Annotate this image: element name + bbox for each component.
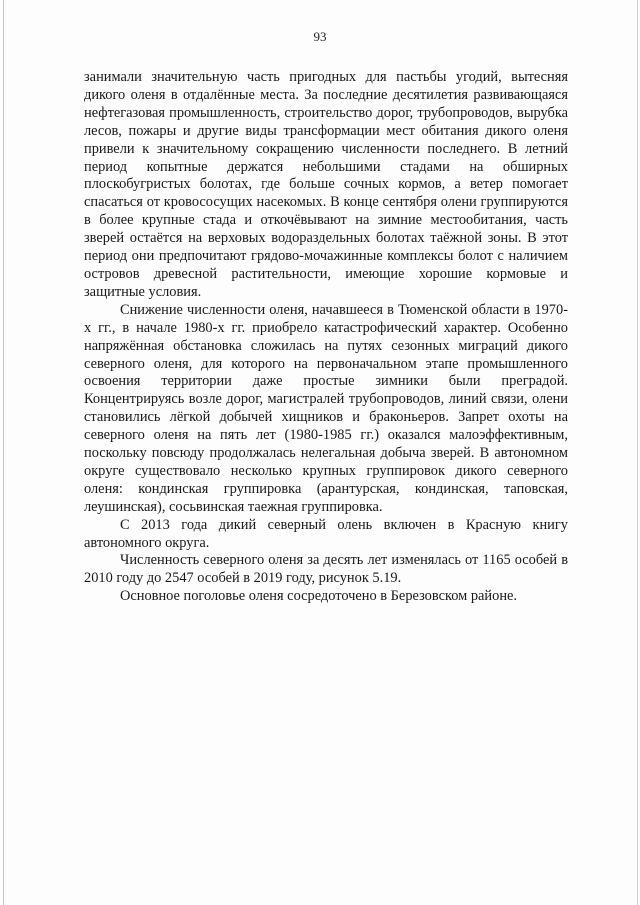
paragraph-continuation: занимали значительную часть пригодных для пастьбы угодий, вытесняя дикого оленя в отдалённые места. За последние десятилетия развивающаяся нефтегазовая промышленность, строительство дорог, трубопроводов, вырубка лесов, пожары и другие виды трансформации мест обитания дикого оленя привели к значительному сокращению численности последнего. В летний период копытные держатся небольшими стадами на обширных плоскобугристых болотах, где больше сочных кормов, а ветер помогает спасаться от кровососущих насекомых. В конце сентября олени группируются в более крупные стада и откочёвывают на зимние местообитания, часть зверей остаётся на верховых водораздельных болотах таёжной зоны. В этот период они предпочитают грядово-мочажинные комплексы болот с наличием островов древесной растительности, имеющие хорошие кормовые и защитные условия.: [84, 69, 568, 300]
paragraph-population: Численность северного оленя за десять лет изменялась от 1165 особей в 2010 году до 2547 особей в 2019 году, рисунок 5.19.: [84, 552, 568, 587]
paragraph-red-book: С 2013 года дикий северный олень включен в Красную книгу автономного округа.: [84, 516, 568, 551]
page-number: 93: [313, 29, 327, 44]
paragraph-decline: Снижение численности оленя, начавшееся в Тюменской области в 1970-х гг., в начале 1980-х гг. приобрело катастрофический характер. Особенно напряжённая обстановка сложилась на путях сезонных миграций дикого северного оленя, для которого на первоначальном этапе промышленного освоения территории даже простые зимники были преградой. Концентрируясь возле дорог, магистралей трубопроводов, линий связи, олени становились лёгкой добычей хищников и браконьеров. Запрет охоты на северного оленя на пять лет (1980-1985 гг.) оказался малоэффективным, поскольку повсюду продолжалась нелегальная добыча зверей. В автономном округе существовало несколько крупных группировок дикого северного оленя: кондинская группировка (арантурская, кондинская, таповская, леушинская), сосьвинская таежная группировка.: [84, 301, 568, 515]
body-text: [84, 69, 568, 606]
paragraph-location: Основное поголовье оленя сосредоточено в Березовском районе.: [120, 588, 518, 605]
scan-right-edge: [637, 0, 638, 905]
scan-left-edge: [3, 0, 4, 905]
